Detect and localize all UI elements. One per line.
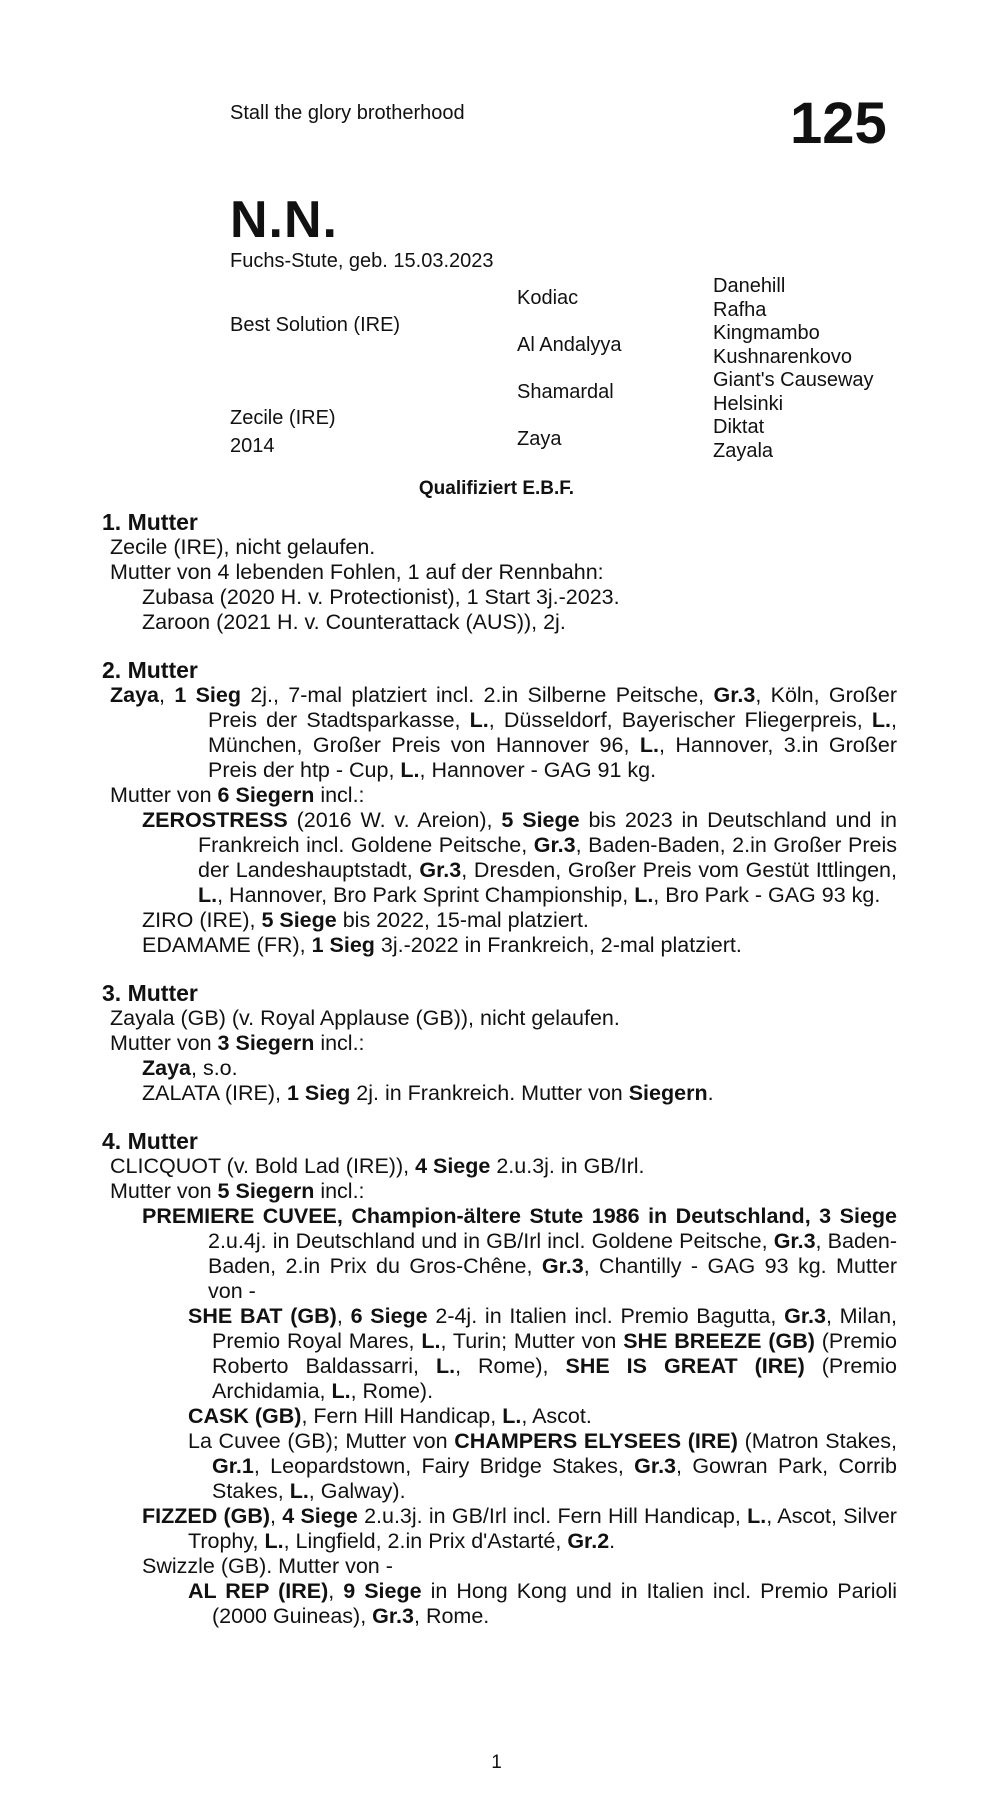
- text: ,: [328, 1579, 344, 1603]
- grade: L.: [871, 708, 892, 732]
- winner-count: 5 Siegern: [217, 1179, 315, 1203]
- produce-item: [102, 908, 897, 933]
- horse-name: PREMIERE CUVEE, Champion-ältere Stute 1986 in Deutschland, 3 Siege: [142, 1204, 897, 1228]
- section-heading: 4. Mutter: [102, 1128, 198, 1154]
- grade: L.: [289, 1479, 309, 1503]
- pedigree-sire-dam: Al Andalyya: [517, 334, 622, 356]
- dam-line: [102, 1154, 897, 1179]
- text: ZIRO (IRE),: [142, 908, 262, 932]
- pedigree-sire-sire: Kodiac: [517, 287, 579, 309]
- text: , Rome),: [455, 1354, 566, 1378]
- win-count: 1 Sieg: [286, 1081, 351, 1105]
- dam-record: Zaya, 1 Sieg 2j., 7-mal platziert incl. 2.in Silberne Peitsche, Gr.3, Köln, Großer Preis der Stadtsparkasse, L., Düsseldorf, Bayerischer Fliegerpreis, L., München, Großer Preis von Hannover 96, L., Hannover, 3.in Großer Preis der htp - Cup, L., Hannover - GAG 91 kg.: [110, 683, 898, 782]
- dam-line: Zecile (IRE), nicht gelaufen.: [110, 535, 376, 559]
- section-first-dam: [102, 510, 897, 635]
- page-number: 1: [491, 1752, 502, 1773]
- win-count: 5 Siege: [261, 908, 337, 932]
- pedigree-sire: Best Solution (IRE): [230, 314, 401, 336]
- text: , Baden-Baden, 2.in Großer Preis der Landeshauptstadt,: [198, 833, 897, 882]
- pedigree-g3: Diktat: [713, 416, 765, 438]
- win-count: 6 Siege: [350, 1304, 428, 1328]
- text: , Ascot.: [521, 1404, 592, 1428]
- produce-item: [102, 933, 897, 958]
- produce-item: [102, 1081, 897, 1106]
- horse-name: SHE BREEZE (GB): [623, 1329, 815, 1353]
- pedigree-notes: [102, 510, 897, 1652]
- grade: L.: [469, 708, 489, 732]
- win-count: 1 Sieg: [311, 933, 375, 957]
- text: , Milan, Premio Royal Mares,: [212, 1304, 898, 1353]
- text: , Galway).: [308, 1479, 406, 1503]
- text: , München, Großer Preis von Hannover 96,: [208, 708, 897, 757]
- horse-name: Zaya: [142, 1056, 192, 1080]
- win-count: 4 Siege: [415, 1154, 491, 1178]
- horse-name: FIZZED (GB): [142, 1504, 271, 1528]
- text: , s.o.: [191, 1056, 238, 1080]
- produce-summary: [102, 1031, 897, 1056]
- text: , Ascot, Silver Trophy,: [188, 1504, 897, 1553]
- text: Mutter von: [110, 783, 218, 807]
- text: , Rome).: [350, 1379, 434, 1403]
- section-fourth-dam: [102, 1129, 897, 1629]
- horse-name: SHE IS GREAT (IRE): [565, 1354, 805, 1378]
- text: 2-4j. in Italien incl. Premio Bagutta,: [427, 1304, 785, 1328]
- pedigree-dam-sire: Shamardal: [517, 381, 614, 403]
- horse-name: ZEROSTRESS: [142, 808, 288, 832]
- grade: Gr.3: [372, 1604, 414, 1628]
- grade: Gr.3: [634, 1454, 677, 1478]
- horse-name: CHAMPERS ELYSEES (IRE): [454, 1429, 738, 1453]
- text: (Premio Archidamia,: [212, 1354, 898, 1403]
- horse-name: N.N.: [230, 191, 338, 249]
- winner-count: 3 Siegern: [217, 1031, 315, 1055]
- text: ZALATA (IRE),: [142, 1081, 287, 1105]
- pedigree-g3: Helsinki: [713, 393, 784, 415]
- grade: L.: [634, 883, 654, 907]
- produce-item: [102, 1404, 897, 1429]
- section-third-dam: [102, 981, 897, 1106]
- text: 2j., 7-mal platziert incl. 2.in Silberne Peitsche,: [241, 683, 714, 707]
- section-heading: 3. Mutter: [102, 980, 198, 1006]
- produce-item: [102, 1579, 897, 1629]
- text: La Cuvee (GB); Mutter von: [188, 1429, 455, 1453]
- pedigree-g3: Danehill: [713, 275, 786, 297]
- pedigree-g3: Zayala: [713, 440, 774, 462]
- produce-item: [102, 1304, 897, 1404]
- text: , Fern Hill Handicap,: [301, 1404, 503, 1428]
- text: , Rome.: [414, 1604, 490, 1628]
- text: , Bro Park - GAG 93 kg.: [653, 883, 881, 907]
- horse-description: Fuchs-Stute, geb. 15.03.2023: [230, 250, 494, 272]
- dam-name: Zaya: [110, 683, 160, 707]
- text: 2j. in Frankreich. Mutter von: [350, 1081, 629, 1105]
- grade: L.: [747, 1504, 767, 1528]
- text: incl.:: [314, 783, 365, 807]
- produce-item: [102, 1429, 897, 1504]
- text: , Leopardstown, Fairy Bridge Stakes,: [253, 1454, 635, 1478]
- section-heading: 2. Mutter: [102, 657, 198, 683]
- produce-summary: [102, 1179, 897, 1204]
- text: (2016 W. v. Areion),: [287, 808, 502, 832]
- grade: L.: [198, 883, 218, 907]
- grade: L.: [331, 1379, 351, 1403]
- text: 2.u.3j. in GB/Irl.: [490, 1154, 645, 1178]
- grade: Gr.3: [773, 1229, 816, 1253]
- text: , Hannover, Bro Park Sprint Championship,: [217, 883, 635, 907]
- horse-name: CASK (GB): [188, 1404, 302, 1428]
- text: , Köln, Großer Preis der Stadtsparkasse,: [208, 683, 898, 732]
- lot-number: 125: [790, 91, 887, 156]
- grade: Gr.2: [567, 1529, 610, 1553]
- text: (Matron Stakes,: [737, 1429, 897, 1453]
- text: bis 2023 in Deutschland und in Frankreich incl. Goldene Peitsche,: [198, 808, 898, 857]
- text: 3j.-2022 in Frankreich, 2-mal platziert.: [374, 933, 742, 957]
- horse-name: SHE BAT (GB): [188, 1304, 337, 1328]
- text: , Düsseldorf, Bayerischer Fliegerpreis,: [488, 708, 872, 732]
- produce-item: Zubasa (2020 H. v. Protectionist), 1 Start 3j.-2023.: [142, 585, 620, 609]
- produce-summary: [102, 783, 897, 808]
- grade: Gr.3: [784, 1304, 826, 1328]
- text: .: [707, 1081, 714, 1105]
- qualification: Qualifiziert E.B.F.: [418, 478, 575, 499]
- winner-count: 6 Siegern: [217, 783, 315, 807]
- text: , Baden-Baden, 2.in Prix du Gros-Chêne,: [208, 1229, 898, 1278]
- grade: L.: [400, 758, 420, 782]
- dam-line: Zayala (GB) (v. Royal Applause (GB)), nicht gelaufen.: [110, 1006, 620, 1030]
- horse-name: AL REP (IRE): [188, 1579, 329, 1603]
- grade: L.: [435, 1354, 456, 1378]
- text: ,: [270, 1504, 283, 1528]
- section-heading: 1. Mutter: [102, 509, 198, 535]
- text: bis 2022, 15-mal platziert.: [336, 908, 589, 932]
- text: , Dresden, Großer Preis vom Gestüt Ittlingen,: [461, 858, 897, 882]
- text: Mutter von: [110, 1031, 218, 1055]
- grade: L.: [639, 733, 659, 757]
- pedigree-g3: Giant's Causeway: [713, 369, 874, 391]
- text: , Hannover - GAG 91 kg.: [419, 758, 657, 782]
- winners-link: Siegern: [628, 1081, 708, 1105]
- text: incl.:: [314, 1031, 365, 1055]
- pedigree-dam: Zecile (IRE): [230, 407, 336, 429]
- grade: Gr.1: [212, 1454, 254, 1478]
- text: in Hong Kong und in Italien incl. Premio Parioli (2000 Guineas),: [212, 1579, 897, 1628]
- grade: L.: [421, 1329, 441, 1353]
- win-count: 4 Siege: [282, 1504, 358, 1528]
- produce-item: [102, 1504, 897, 1554]
- text: CLICQUOT (v. Bold Lad (IRE)),: [110, 1154, 416, 1178]
- pedigree-g3: Rafha: [713, 299, 767, 321]
- pedigree-g3: Kushnarenkovo: [713, 346, 852, 368]
- win-count: 9 Siege: [343, 1579, 422, 1603]
- text: .: [609, 1529, 616, 1553]
- text: 2.u.3j. in GB/Irl incl. Fern Hill Handicap,: [357, 1504, 748, 1528]
- grade: Gr.3: [713, 683, 756, 707]
- produce-summary: Mutter von 4 lebenden Fohlen, 1 auf der Rennbahn:: [110, 560, 604, 584]
- produce-item: Swizzle (GB). Mutter von -: [142, 1554, 393, 1578]
- text: (Premio Roberto Baldassarri,: [212, 1329, 898, 1378]
- text: , Hannover, 3.in Großer Preis der htp - Cup,: [208, 733, 897, 782]
- grade: L.: [502, 1404, 522, 1428]
- text: EDAMAME (FR),: [142, 933, 312, 957]
- win-count: 1 Sieg: [174, 683, 241, 707]
- grade: Gr.3: [541, 1254, 584, 1278]
- text: , Lingfield, 2.in Prix d'Astarté,: [283, 1529, 568, 1553]
- pedigree-dam-dam: Zaya: [517, 428, 562, 450]
- pedigree-g3: Kingmambo: [713, 322, 820, 344]
- produce-item: [102, 1204, 897, 1304]
- section-second-dam: [102, 658, 897, 958]
- grade: Gr.3: [419, 858, 462, 882]
- text: , Turin; Mutter von: [440, 1329, 624, 1353]
- win-count: 5 Siege: [501, 808, 580, 832]
- produce-item: [102, 808, 897, 908]
- text: , Gowran Park, Corrib Stakes,: [212, 1454, 897, 1503]
- produce-item: [102, 1056, 897, 1081]
- produce-item: Zaroon (2021 H. v. Counterattack (AUS)), 2j.: [142, 610, 566, 634]
- text: incl.:: [314, 1179, 365, 1203]
- text: , Chantilly - GAG 93 kg. Mutter von -: [208, 1254, 897, 1303]
- text: 2.u.4j. in Deutschland und in GB/Irl incl. Goldene Peitsche,: [208, 1229, 774, 1253]
- pedigree-dam-year: 2014: [230, 435, 275, 457]
- grade: Gr.3: [533, 833, 576, 857]
- text: Mutter von: [110, 1179, 218, 1203]
- owner-name: Stall the glory brotherhood: [230, 102, 465, 124]
- text: ,: [336, 1304, 351, 1328]
- grade: L.: [264, 1529, 284, 1553]
